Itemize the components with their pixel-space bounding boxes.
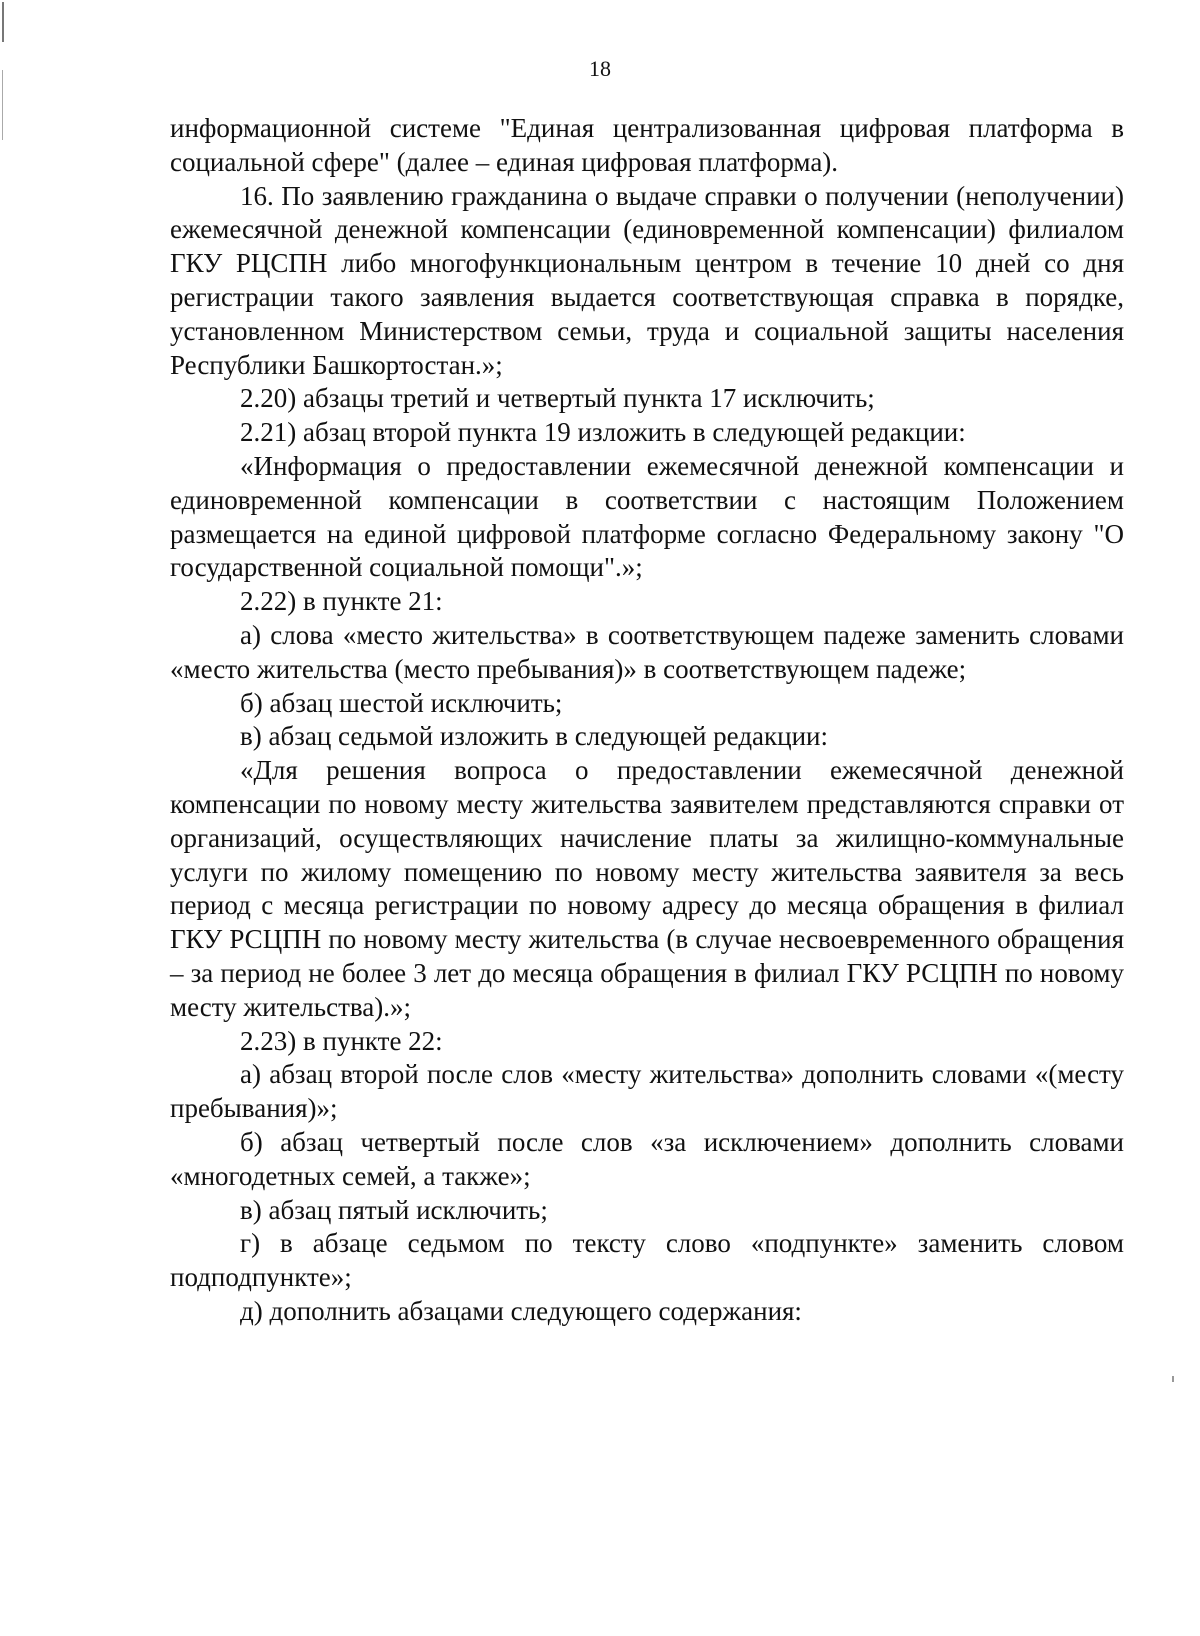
paragraph-2-20: 2.20) абзацы третий и четвертый пункта 17 исключить;: [240, 383, 875, 414]
paragraph-2-21: 2.21) абзац второй пункта 19 изложить в следующей редакции:: [240, 417, 966, 448]
document-body: [170, 112, 1124, 1329]
paragraph-2-23-b: б) абзац четвертый после слов «за исключением» дополнить словами «многодетных семей, а также»;: [170, 1126, 1124, 1191]
paragraph-2-22-v: в) абзац седьмой изложить в следующей редакции:: [240, 721, 829, 752]
paragraph-2-23-d: д) дополнить абзацами следующего содержания:: [240, 1295, 802, 1326]
paragraph-2-22-b: б) абзац шестой исключить;: [240, 687, 563, 718]
scan-edge-mark: [2, 2, 4, 42]
paragraph-2-22: 2.22) в пункте 21:: [240, 586, 443, 617]
paragraph-quote-information: «Информация о предоставлении ежемесячной денежной компенсации и единовременной компенсации в соответствии с настоящим Положением размещается на единой цифровой платформе согласно Федеральному закону "О государственной социальной помощи".»;: [170, 450, 1124, 583]
page-number: 18: [589, 56, 611, 81]
scan-speck: [1172, 1376, 1174, 1382]
paragraph-quote-decision: «Для решения вопроса о предоставлении ежемесячной денежной компенсации по новому месту жительства заявителем представляются справки от организаций, осуществляющих начисление платы за жилищно-коммунальные услуги по жилому помещению по новому месту жительства заявителя за весь период с месяца регистрации по новому адресу до месяца обращения в филиал ГКУ РСЦПН по новому месту жительства (в случае несвоевременного обращения – за период не более 3 лет до месяца обращения в филиал ГКУ РСЦПН по новому месту жительства).»;: [170, 755, 1124, 1022]
paragraph-item-16: 16. По заявлению гражданина о выдаче справки о получении (неполучении) ежемесячной денежной компенсации (единовременной компенсации) филиалом ГКУ РЦСПН либо многофункциональным центром в течение 10 дней со дня регистрации такого заявления выдается соответствующая справка в порядке, установленном Министерством семьи, труда и социальной защиты населения Республики Башкортостан.»;: [170, 180, 1124, 380]
paragraph-2-23: 2.23) в пункте 22:: [240, 1025, 443, 1056]
paragraph-2-23-g: г) в абзаце седьмом по тексту слово «подпункте» заменить словом подподпункте»;: [170, 1228, 1124, 1293]
paragraph-continuation: информационной системе "Единая централизованная цифровая платформа в социальной сфере" (далее – единая цифровая платформа).: [170, 113, 1124, 177]
paragraph-2-23-v: в) абзац пятый исключить;: [240, 1194, 548, 1225]
paragraph-2-23-a: а) абзац второй после слов «месту жительства» дополнить словами «(месту пребывания)»;: [170, 1059, 1124, 1124]
paragraph-2-22-a: а) слова «место жительства» в соответствующем падеже заменить словами «место жительства (место пребывания)» в соответствующем падеже;: [170, 619, 1124, 684]
